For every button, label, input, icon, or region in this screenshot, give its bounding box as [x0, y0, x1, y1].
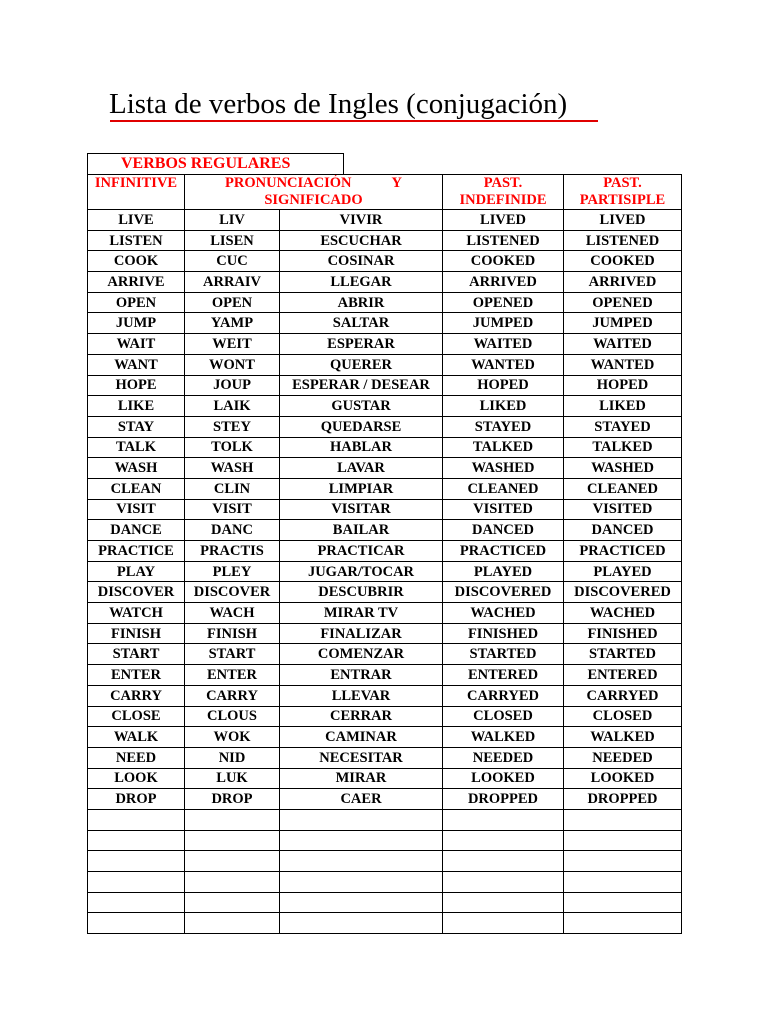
- meaning-cell: DESCUBRIR: [280, 582, 443, 603]
- table-row: [88, 292, 682, 313]
- participle-cell: STARTED: [564, 644, 682, 665]
- participle-cell: COOKED: [564, 251, 682, 272]
- table-row: [88, 230, 682, 251]
- table-row: [88, 665, 682, 686]
- infinitive-cell: PLAY: [88, 561, 185, 582]
- meaning-cell: [280, 830, 443, 851]
- past-cell: LOOKED: [443, 768, 564, 789]
- header-meaning-text: SIGNIFICADO: [264, 192, 363, 208]
- meaning-cell: ESCUCHAR: [280, 230, 443, 251]
- header-indefinide-text: INDEFINIDE: [459, 192, 547, 208]
- infinitive-cell: COOK: [88, 251, 185, 272]
- pronunciation-cell: WASH: [185, 458, 280, 479]
- table-row: [88, 272, 682, 293]
- past-cell: WAITED: [443, 334, 564, 355]
- header-partisiple-text: PARTISIPLE: [579, 192, 666, 208]
- table-row: [88, 458, 682, 479]
- past-cell: ARRIVED: [443, 272, 564, 293]
- past-cell: PRACTICED: [443, 541, 564, 562]
- section-header-box: [87, 153, 344, 174]
- meaning-cell: CAER: [280, 789, 443, 810]
- participle-cell: LOOKED: [564, 768, 682, 789]
- pronunciation-cell: TOLK: [185, 437, 280, 458]
- past-cell: WASHED: [443, 458, 564, 479]
- infinitive-cell: DISCOVER: [88, 582, 185, 603]
- participle-cell: WANTED: [564, 354, 682, 375]
- past-cell: CLEANED: [443, 478, 564, 499]
- meaning-cell: MIRAR TV: [280, 603, 443, 624]
- infinitive-cell: [88, 872, 185, 893]
- meaning-cell: GUSTAR: [280, 396, 443, 417]
- past-cell: STARTED: [443, 644, 564, 665]
- infinitive-cell: DANCE: [88, 520, 185, 541]
- meaning-cell: [280, 851, 443, 872]
- table-row: [88, 747, 682, 768]
- table-row: [88, 913, 682, 934]
- pronunciation-cell: NID: [185, 747, 280, 768]
- header-past-indefinide: [443, 175, 564, 210]
- pronunciation-cell: [185, 809, 280, 830]
- past-cell: LISTENED: [443, 230, 564, 251]
- infinitive-cell: CLEAN: [88, 478, 185, 499]
- infinitive-cell: VISIT: [88, 499, 185, 520]
- pronunciation-cell: LUK: [185, 768, 280, 789]
- past-cell: DISCOVERED: [443, 582, 564, 603]
- table-row: [88, 830, 682, 851]
- participle-cell: WAITED: [564, 334, 682, 355]
- table-row: [88, 520, 682, 541]
- infinitive-cell: WALK: [88, 727, 185, 748]
- infinitive-cell: NEED: [88, 747, 185, 768]
- past-cell: DANCED: [443, 520, 564, 541]
- table-row: [88, 354, 682, 375]
- infinitive-cell: FINISH: [88, 623, 185, 644]
- participle-cell: JUMPED: [564, 313, 682, 334]
- table-row: [88, 706, 682, 727]
- participle-cell: ARRIVED: [564, 272, 682, 293]
- past-cell: COOKED: [443, 251, 564, 272]
- past-cell: CARRYED: [443, 685, 564, 706]
- pronunciation-cell: CLIN: [185, 478, 280, 499]
- pronunciation-cell: LIV: [185, 210, 280, 231]
- participle-cell: TALKED: [564, 437, 682, 458]
- pronunciation-cell: WONT: [185, 354, 280, 375]
- infinitive-cell: WANT: [88, 354, 185, 375]
- participle-cell: [564, 913, 682, 934]
- infinitive-cell: LOOK: [88, 768, 185, 789]
- table-row: [88, 499, 682, 520]
- infinitive-cell: [88, 851, 185, 872]
- participle-cell: WASHED: [564, 458, 682, 479]
- meaning-cell: LAVAR: [280, 458, 443, 479]
- pronunciation-cell: LAIK: [185, 396, 280, 417]
- meaning-cell: SALTAR: [280, 313, 443, 334]
- header-pronunciation-text: PRONUNCIACIÓN: [225, 175, 352, 191]
- table-row: [88, 892, 682, 913]
- pronunciation-cell: [185, 851, 280, 872]
- past-cell: PLAYED: [443, 561, 564, 582]
- pronunciation-cell: DISCOVER: [185, 582, 280, 603]
- pronunciation-cell: STEY: [185, 416, 280, 437]
- pronunciation-cell: [185, 913, 280, 934]
- infinitive-cell: CLOSE: [88, 706, 185, 727]
- participle-cell: HOPED: [564, 375, 682, 396]
- table-row: [88, 478, 682, 499]
- meaning-cell: LLEGAR: [280, 272, 443, 293]
- participle-cell: NEEDED: [564, 747, 682, 768]
- header-past-text: PAST.: [483, 175, 523, 191]
- participle-cell: STAYED: [564, 416, 682, 437]
- pronunciation-cell: DROP: [185, 789, 280, 810]
- header-past-participle: [564, 175, 682, 210]
- pronunciation-cell: YAMP: [185, 313, 280, 334]
- past-cell: OPENED: [443, 292, 564, 313]
- table-row: [88, 727, 682, 748]
- meaning-cell: [280, 872, 443, 893]
- pronunciation-cell: [185, 830, 280, 851]
- meaning-cell: ESPERAR: [280, 334, 443, 355]
- infinitive-cell: JUMP: [88, 313, 185, 334]
- table-row: [88, 375, 682, 396]
- participle-cell: LIVED: [564, 210, 682, 231]
- meaning-cell: PRACTICAR: [280, 541, 443, 562]
- participle-cell: [564, 892, 682, 913]
- table-row: [88, 644, 682, 665]
- past-cell: JUMPED: [443, 313, 564, 334]
- participle-cell: LISTENED: [564, 230, 682, 251]
- table-row: [88, 623, 682, 644]
- table-row: [88, 603, 682, 624]
- participle-cell: FINISHED: [564, 623, 682, 644]
- participle-cell: LIKED: [564, 396, 682, 417]
- participle-cell: ENTERED: [564, 665, 682, 686]
- participle-cell: WACHED: [564, 603, 682, 624]
- past-cell: CLOSED: [443, 706, 564, 727]
- meaning-cell: NECESITAR: [280, 747, 443, 768]
- infinitive-cell: HOPE: [88, 375, 185, 396]
- past-cell: [443, 892, 564, 913]
- header-y-text: Y: [391, 175, 402, 191]
- table-row: [88, 561, 682, 582]
- section-label: VERBOS REGULARES: [121, 155, 291, 172]
- past-cell: NEEDED: [443, 747, 564, 768]
- meaning-cell: COMENZAR: [280, 644, 443, 665]
- pronunciation-cell: VISIT: [185, 499, 280, 520]
- pronunciation-cell: WOK: [185, 727, 280, 748]
- table-row: [88, 437, 682, 458]
- participle-cell: [564, 872, 682, 893]
- pronunciation-cell: CUC: [185, 251, 280, 272]
- table-row: [88, 541, 682, 562]
- past-cell: FINISHED: [443, 623, 564, 644]
- participle-cell: DROPPED: [564, 789, 682, 810]
- pronunciation-cell: [185, 872, 280, 893]
- pronunciation-cell: START: [185, 644, 280, 665]
- meaning-cell: LLEVAR: [280, 685, 443, 706]
- page-title: Lista de verbos de Ingles (conjugación): [109, 88, 568, 120]
- table-body: [88, 210, 682, 934]
- infinitive-cell: DROP: [88, 789, 185, 810]
- participle-cell: PRACTICED: [564, 541, 682, 562]
- verbs-table: [87, 174, 682, 934]
- past-cell: ENTERED: [443, 665, 564, 686]
- infinitive-cell: OPEN: [88, 292, 185, 313]
- meaning-cell: QUERER: [280, 354, 443, 375]
- infinitive-cell: WAIT: [88, 334, 185, 355]
- table-row: [88, 396, 682, 417]
- pronunciation-cell: PLEY: [185, 561, 280, 582]
- participle-cell: WALKED: [564, 727, 682, 748]
- infinitive-cell: ENTER: [88, 665, 185, 686]
- table-row: [88, 872, 682, 893]
- meaning-cell: FINALIZAR: [280, 623, 443, 644]
- meaning-cell: ESPERAR / DESEAR: [280, 375, 443, 396]
- pronunciation-cell: ARRAIV: [185, 272, 280, 293]
- meaning-cell: QUEDARSE: [280, 416, 443, 437]
- infinitive-cell: START: [88, 644, 185, 665]
- participle-cell: OPENED: [564, 292, 682, 313]
- past-cell: LIVED: [443, 210, 564, 231]
- header-pronunciation-line1: [185, 175, 442, 192]
- past-cell: WACHED: [443, 603, 564, 624]
- past-cell: [443, 809, 564, 830]
- table-row: [88, 416, 682, 437]
- pronunciation-cell: WACH: [185, 603, 280, 624]
- meaning-cell: ABRIR: [280, 292, 443, 313]
- meaning-cell: BAILAR: [280, 520, 443, 541]
- table-row: [88, 313, 682, 334]
- past-cell: [443, 851, 564, 872]
- participle-cell: CLOSED: [564, 706, 682, 727]
- past-cell: WANTED: [443, 354, 564, 375]
- pronunciation-cell: PRACTIS: [185, 541, 280, 562]
- past-cell: VISITED: [443, 499, 564, 520]
- table-row: [88, 789, 682, 810]
- pronunciation-cell: CARRY: [185, 685, 280, 706]
- meaning-cell: CAMINAR: [280, 727, 443, 748]
- infinitive-cell: CARRY: [88, 685, 185, 706]
- participle-cell: PLAYED: [564, 561, 682, 582]
- past-cell: [443, 913, 564, 934]
- pronunciation-cell: [185, 892, 280, 913]
- infinitive-cell: WASH: [88, 458, 185, 479]
- infinitive-cell: WATCH: [88, 603, 185, 624]
- participle-cell: [564, 830, 682, 851]
- past-cell: TALKED: [443, 437, 564, 458]
- header-infinitive: INFINITIVE: [88, 175, 185, 210]
- past-cell: [443, 830, 564, 851]
- header-past-text: PAST.: [603, 175, 642, 191]
- meaning-cell: HABLAR: [280, 437, 443, 458]
- table-row: [88, 251, 682, 272]
- table-row: [88, 851, 682, 872]
- participle-cell: CLEANED: [564, 478, 682, 499]
- pronunciation-cell: WEIT: [185, 334, 280, 355]
- infinitive-cell: PRACTICE: [88, 541, 185, 562]
- table-row: [88, 210, 682, 231]
- meaning-cell: JUGAR/TOCAR: [280, 561, 443, 582]
- pronunciation-cell: LISEN: [185, 230, 280, 251]
- participle-cell: DISCOVERED: [564, 582, 682, 603]
- pronunciation-cell: ENTER: [185, 665, 280, 686]
- participle-cell: CARRYED: [564, 685, 682, 706]
- infinitive-cell: ARRIVE: [88, 272, 185, 293]
- infinitive-cell: [88, 913, 185, 934]
- title-underline: [110, 120, 598, 122]
- infinitive-cell: [88, 892, 185, 913]
- participle-cell: DANCED: [564, 520, 682, 541]
- meaning-cell: VISITAR: [280, 499, 443, 520]
- table-row: [88, 582, 682, 603]
- table-header-row: [88, 175, 682, 210]
- meaning-cell: [280, 809, 443, 830]
- table-row: [88, 334, 682, 355]
- meaning-cell: ENTRAR: [280, 665, 443, 686]
- infinitive-cell: LIKE: [88, 396, 185, 417]
- meaning-cell: [280, 892, 443, 913]
- participle-cell: [564, 809, 682, 830]
- pronunciation-cell: FINISH: [185, 623, 280, 644]
- pronunciation-cell: DANC: [185, 520, 280, 541]
- past-cell: STAYED: [443, 416, 564, 437]
- meaning-cell: CERRAR: [280, 706, 443, 727]
- table-row: [88, 685, 682, 706]
- infinitive-cell: TALK: [88, 437, 185, 458]
- pronunciation-cell: CLOUS: [185, 706, 280, 727]
- table-row: [88, 768, 682, 789]
- infinitive-cell: [88, 809, 185, 830]
- participle-cell: VISITED: [564, 499, 682, 520]
- pronunciation-cell: OPEN: [185, 292, 280, 313]
- past-cell: LIKED: [443, 396, 564, 417]
- past-cell: [443, 872, 564, 893]
- past-cell: WALKED: [443, 727, 564, 748]
- meaning-cell: [280, 913, 443, 934]
- meaning-cell: LIMPIAR: [280, 478, 443, 499]
- infinitive-cell: STAY: [88, 416, 185, 437]
- meaning-cell: MIRAR: [280, 768, 443, 789]
- participle-cell: [564, 851, 682, 872]
- infinitive-cell: LIVE: [88, 210, 185, 231]
- meaning-cell: VIVIR: [280, 210, 443, 231]
- past-cell: HOPED: [443, 375, 564, 396]
- header-pronunciation: [185, 175, 443, 210]
- pronunciation-cell: JOUP: [185, 375, 280, 396]
- past-cell: DROPPED: [443, 789, 564, 810]
- table-row: [88, 809, 682, 830]
- infinitive-cell: [88, 830, 185, 851]
- infinitive-cell: LISTEN: [88, 230, 185, 251]
- meaning-cell: COSINAR: [280, 251, 443, 272]
